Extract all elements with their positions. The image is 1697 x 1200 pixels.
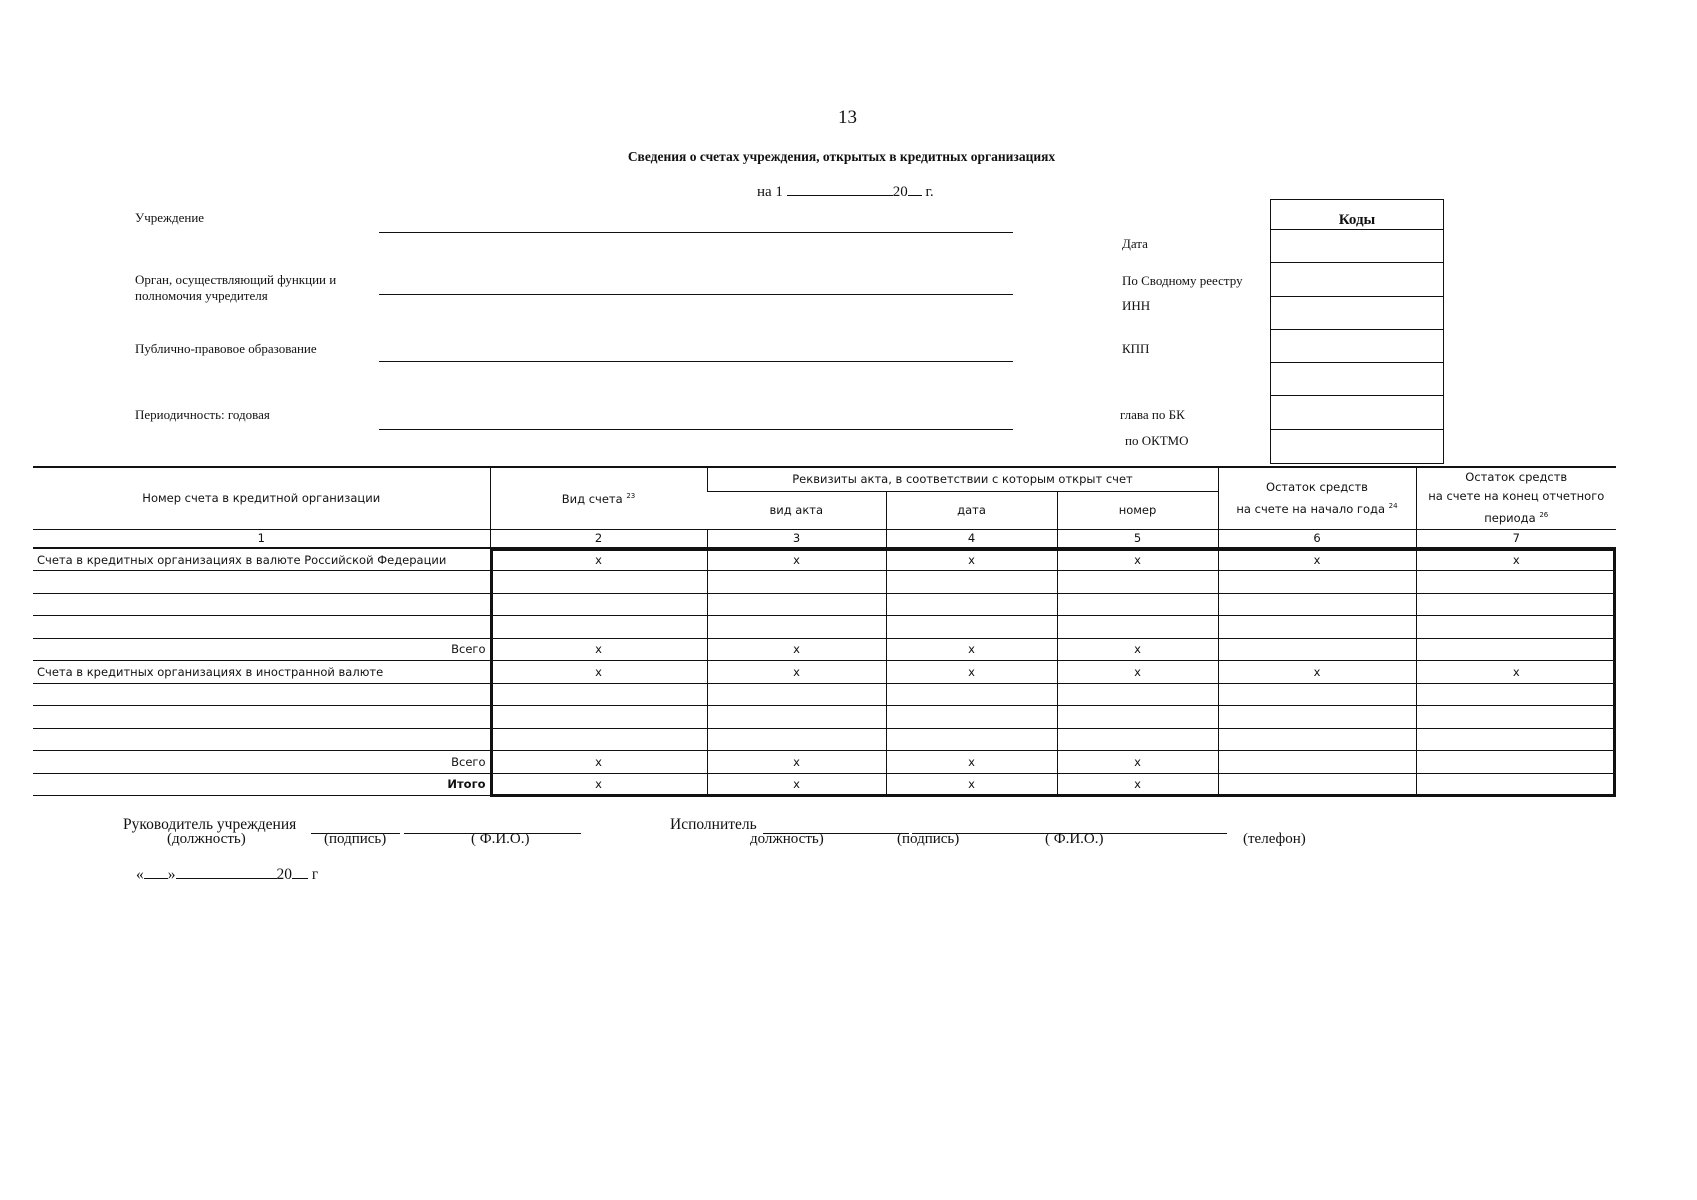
table-row[interactable] — [33, 728, 1616, 751]
page-number: 13 — [838, 107, 857, 128]
column-number: 5 — [1057, 529, 1218, 548]
cell-x: x — [490, 661, 707, 684]
sign-day-field[interactable] — [144, 865, 168, 879]
table-row-total-rub — [33, 638, 1616, 661]
header-act-date: дата — [886, 491, 1057, 529]
codes-title: Коды — [1271, 200, 1443, 230]
codes-box — [1270, 199, 1444, 464]
table-header-row — [33, 467, 1616, 491]
table-row[interactable] — [33, 706, 1616, 729]
public-entity-label: Публично-правовое образование — [135, 341, 317, 356]
table-row-section-foreign — [33, 661, 1616, 684]
exec-name-caption: ( Ф.И.О.) — [1045, 831, 1104, 847]
column-number: 4 — [886, 529, 1057, 548]
cell-x: x — [886, 548, 1057, 571]
total-label: Всего — [33, 638, 490, 661]
institution-label: Учреждение — [135, 210, 205, 225]
sign-date-line: « » 20 г — [136, 866, 319, 883]
head-label: Руководитель учреждения — [123, 816, 297, 833]
code-label-registry: По Сводному реестру — [1122, 273, 1243, 288]
exec-signature-caption: (подпись) — [897, 831, 960, 847]
sign-month-field[interactable] — [176, 865, 277, 879]
cell-x: x — [886, 661, 1057, 684]
column-number: 2 — [490, 529, 707, 548]
code-label-oktmo: по ОКТМО — [1125, 433, 1189, 448]
table-row-grand-total — [33, 773, 1616, 796]
cell-x: x — [707, 638, 886, 661]
date-month-field[interactable] — [787, 182, 893, 196]
code-label-inn: ИНН — [1122, 298, 1151, 313]
cell-x: x — [1218, 661, 1416, 684]
document-title: Сведения о счетах учреждения, открытых в кредитных организациях — [627, 149, 1056, 164]
exec-phone-caption: (телефон) — [1243, 831, 1306, 847]
table-row[interactable] — [33, 593, 1616, 616]
date-year: 20 — [892, 184, 908, 200]
public-entity-field[interactable] — [379, 361, 1013, 362]
code-label-kpp: КПП — [1122, 341, 1150, 356]
cell-x: x — [886, 638, 1057, 661]
table-row-section-rub — [33, 548, 1616, 571]
header-act-number: номер — [1057, 491, 1218, 529]
grand-total-label: Итого — [33, 773, 490, 796]
header-account-number: Номер счета в кредитной организации — [33, 467, 490, 529]
column-number: 1 — [33, 529, 490, 548]
column-numbers-row — [33, 529, 1616, 548]
cell-x: x — [707, 548, 886, 571]
table-row[interactable] — [33, 683, 1616, 706]
grand-total-end-cell[interactable] — [1416, 773, 1616, 796]
founder-label: Орган, осуществляющий функции и полномочия учредителя — [135, 272, 337, 303]
total-rub-end-cell[interactable] — [1416, 638, 1616, 661]
cell-x: x — [1057, 751, 1218, 774]
cell-x: x — [886, 751, 1057, 774]
head-name-caption: ( Ф.И.О.) — [471, 831, 530, 847]
code-cell-extra[interactable] — [1271, 363, 1443, 396]
head-position-caption: (должность) — [167, 831, 246, 847]
executor-label: Исполнитель — [670, 816, 757, 833]
total-label: Всего — [33, 751, 490, 774]
total-foreign-start-cell[interactable] — [1218, 751, 1416, 774]
grand-total-start-cell[interactable] — [1218, 773, 1416, 796]
date-year-field[interactable] — [908, 182, 922, 196]
cell-x: x — [1218, 548, 1416, 571]
code-cell-registry[interactable] — [1271, 263, 1443, 296]
code-label-bk: глава по БК — [1120, 407, 1185, 422]
exec-position-caption: должность) — [750, 831, 824, 847]
cell-x: x — [707, 773, 886, 796]
cell-x: x — [1057, 661, 1218, 684]
code-cell-date[interactable] — [1271, 230, 1443, 263]
date-suffix: г. — [925, 184, 934, 200]
table-row[interactable] — [33, 616, 1616, 639]
total-rub-start-cell[interactable] — [1218, 638, 1416, 661]
cell-x: x — [1416, 661, 1616, 684]
header-balance-end: Остаток средств на счете на конец отчетного периода $^{26}$ — [1416, 467, 1616, 529]
code-cell-inn[interactable] — [1271, 297, 1443, 330]
cell-x: x — [490, 638, 707, 661]
total-foreign-end-cell[interactable] — [1416, 751, 1616, 774]
date-prefix: на 1 — [757, 184, 783, 200]
section-rub-label: Счета в кредитных организациях в валюте Российской Федерации — [33, 548, 490, 571]
cell-x: x — [886, 773, 1057, 796]
periodicity-field[interactable] — [379, 429, 1013, 430]
header-act-type: вид акта — [707, 491, 886, 529]
header-account-type: Вид счета $^{23}$ — [490, 467, 707, 529]
head-signature-caption: (подпись) — [324, 831, 387, 847]
section-foreign-label: Счета в кредитных организациях в иностранной валюте — [33, 661, 490, 684]
code-cell-bk[interactable] — [1271, 396, 1443, 429]
cell-x: x — [1057, 548, 1218, 571]
column-number: 3 — [707, 529, 886, 548]
cell-x: x — [490, 773, 707, 796]
code-cell-kpp[interactable] — [1271, 330, 1443, 363]
founder-field[interactable] — [379, 294, 1013, 295]
code-label-date: Дата — [1122, 236, 1148, 251]
cell-x: x — [1057, 638, 1218, 661]
cell-x: x — [1057, 773, 1218, 796]
cell-x: x — [490, 751, 707, 774]
table-row-total-foreign — [33, 751, 1616, 774]
column-number: 6 — [1218, 529, 1416, 548]
sign-year-field[interactable] — [292, 865, 308, 879]
header-act-details: Реквизиты акта, в соответствии с которым открыт счет — [707, 467, 1218, 491]
report-date-line — [757, 182, 934, 201]
header-balance-start: Остаток средств на счете на начало года $^{24}$ — [1218, 467, 1416, 529]
cell-x: x — [490, 548, 707, 571]
periodicity-label: Периодичность: годовая — [135, 407, 270, 422]
accounts-table — [33, 466, 1616, 796]
cell-x: x — [707, 751, 886, 774]
column-number: 7 — [1416, 529, 1616, 548]
cell-x: x — [1416, 548, 1616, 571]
cell-x: x — [707, 661, 886, 684]
table-row[interactable] — [33, 571, 1616, 594]
institution-field[interactable] — [379, 232, 1013, 233]
code-cell-oktmo[interactable] — [1271, 430, 1443, 463]
